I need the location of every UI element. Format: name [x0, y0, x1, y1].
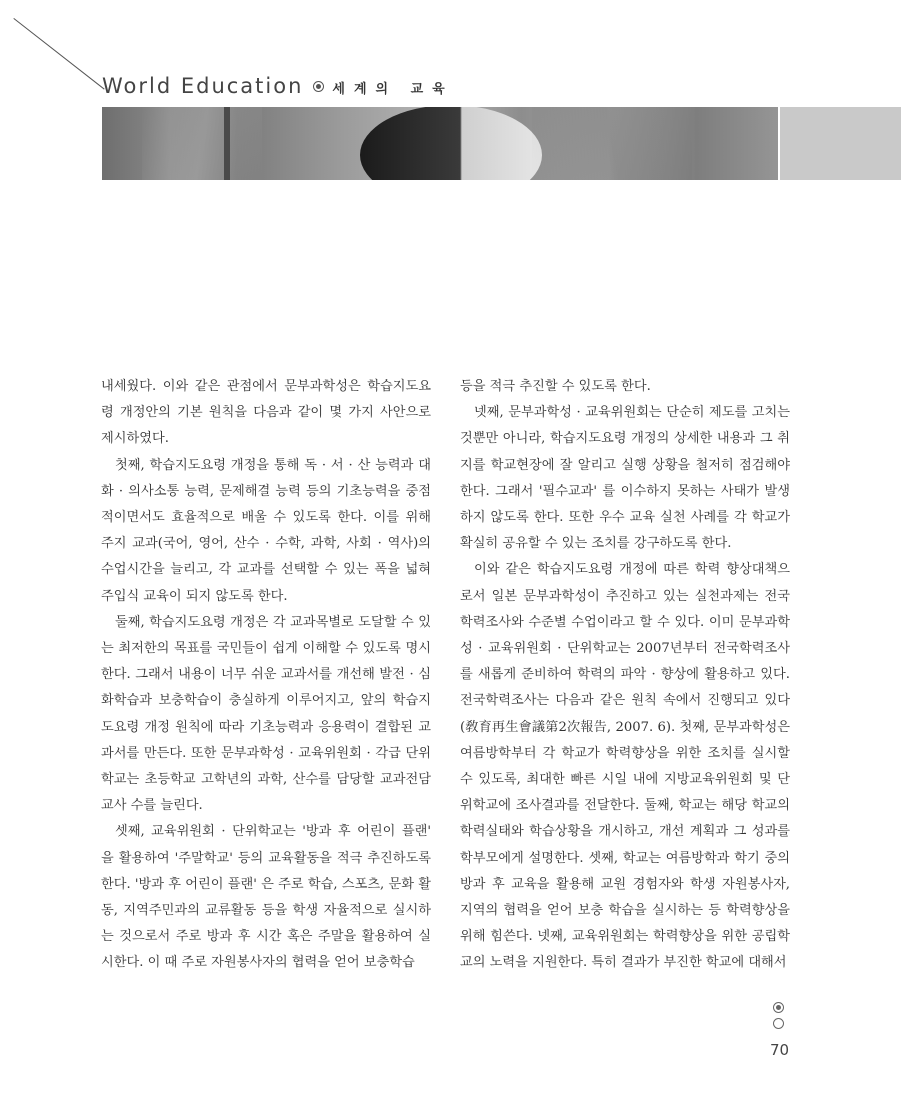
flag-pole — [224, 107, 230, 180]
open-circle-icon — [773, 1018, 784, 1029]
paragraph: 셋째, 교육위원회 · 단위학교는 '방과 후 어린이 플랜' 을 활용하여 '주말학교' 등의 교육활동을 적극 추진하도록 한다. '방과 후 어린이 플랜' 은 주로 학습, 스포츠, 문화 활동, 지역주민과의 교류활동 등을 학생 자율적으로 실시하는 것으로서 주로 방과 후 시간 혹은 주말을 활용하여 실시한다. 이 때 주로 자원봉사자의 협력을 얻어 보충학습 — [101, 824, 431, 971]
corner-decorative-line — [13, 18, 104, 90]
body-column-left — [101, 374, 431, 977]
section-title-english: World Education — [102, 74, 304, 98]
paragraph: 내세웠다. 이와 같은 관점에서 문부과학성은 학습지도요령 개정안의 기본 원칙을 다음과 같이 몇 가지 사안으로 제시하였다. — [101, 379, 431, 447]
header-banner-image — [102, 107, 901, 180]
section-title-korean: 세계의 교육 — [332, 82, 454, 97]
paragraph: 이와 같은 학습지도요령 개정에 따른 학력 향상대책으로서 일본 문부과학성이 추진하고 있는 실천과제는 전국학력조사와 수준별 수업이라고 할 수 있다. 이미 문부과학성 · 교육위원회 · 단위학교는 2007년부터 전국학력조사를 새롭게 준비하여 학력의 파악 · 향상에 활용하고 있다. 전국학력조사는 다음과 같은 원칙 속에서 진행되고 있다(敎育再生會議第2次報告, 2007. 6). 첫째, 문부과학성은 여름방학부터 각 학교가 학력향상을 위한 조치를 실시할 수 있도록, 최대한 빠른 시일 내에 지방교육위원회 및 단위학교에 조사결과를 전달한다. 둘째, 학교는 해당 학교의 학력실태와 학습상황을 개시하고, 개선 계획과 그 성과를 학부모에게 설명한다. 셋째, 학교는 여름방학과 학기 중의 방과 후 교육을 활용해 교원 경험자와 학생 자원봉사자, 지역의 협력을 얻어 보충 학습을 실시하는 등 학력향상을 위해 힘쓴다. 넷째, 교육위원회는 학력향상을 위한 공립학교의 노력을 지원한다. 특히 결과가 부진한 학교에 대해서 — [460, 562, 790, 971]
bullet-circle-icon — [313, 81, 324, 92]
banner-grey-block — [780, 107, 901, 180]
flag-emblem — [360, 107, 542, 180]
filled-circle-icon — [773, 1002, 784, 1013]
body-column-right — [460, 374, 790, 977]
section-header — [102, 74, 454, 100]
paragraph: 둘째, 학습지도요령 개정은 각 교과목별로 도달할 수 있는 최저한의 목표를 국민들이 쉽게 이해할 수 있도록 명시한다. 그래서 내용이 너무 쉬운 교과서를 개선해 발전 · 심화학습과 보충학습이 충실하게 이루어지고, 앞의 학습지도요령 개정 원칙에 따라 기초능력과 응용력이 결합된 교과서를 만든다. 또한 문부과학성 · 교육위원회 · 각급 단위학교는 초등학교 고학년의 과학, 산수를 담당할 교과전담 교사 수를 늘린다. — [101, 614, 431, 814]
paragraph: 등을 적극 추진할 수 있도록 한다. — [460, 379, 651, 394]
flag-photo — [102, 107, 778, 180]
page-marks — [773, 1002, 784, 1034]
paragraph: 넷째, 문부과학성 · 교육위원회는 단순히 제도를 고치는 것뿐만 아니라, 학습지도요령 개정의 상세한 내용과 그 취지를 학교현장에 잘 알리고 실행 상황을 철저히 점검해야 한다. 그래서 '필수교과' 를 이수하지 못하는 사태가 발생하지 않도록 한다. 또한 우수 교육 실천 사례를 각 학교가 확실히 공유할 수 있는 조치를 강구하도록 한다. — [460, 405, 790, 552]
paragraph: 첫째, 학습지도요령 개정을 통해 독 · 서 · 산 능력과 대화 · 의사소통 능력, 문제해결 능력 등의 기초능력을 중점적이면서도 효율적으로 배울 수 있도록 한다. 이를 위해 주지 교과(국어, 영어, 산수 · 수학, 과학, 사회 · 역사)의 수업시간을 늘리고, 각 교과를 선택할 수 있는 폭을 넓혀 주입식 교육이 되지 않도록 한다. — [101, 457, 431, 604]
page-number: 70 — [770, 1041, 790, 1059]
